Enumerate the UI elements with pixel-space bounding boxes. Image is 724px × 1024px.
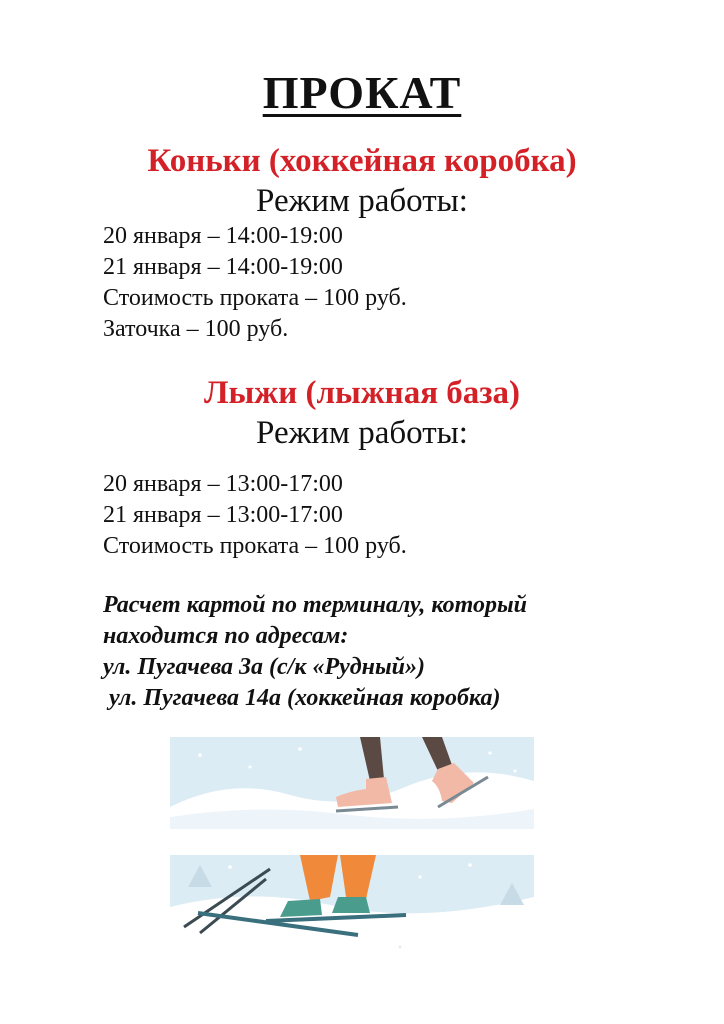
winter-sports-illustration [170,737,534,977]
skates-info-line: Заточка – 100 руб. [103,316,289,342]
skates-heading: Коньки (хоккейная коробка) [147,143,577,179]
payment-line: Расчет картой по терминалу, который [103,592,527,618]
skis-info-list [103,469,407,562]
payment-note [103,590,663,714]
skates-hours-label: Режим работы: [256,183,468,219]
skates-info-list [103,221,407,345]
skis-info-line: Стоимость проката – 100 руб. [103,533,407,559]
skis-hours-label: Режим работы: [256,415,468,451]
payment-address: ул. Пугачева 3а (с/к «Рудный») [103,654,425,680]
page-title: ПРОКАТ [262,67,462,118]
skates-info-line: 21 января – 14:00-19:00 [103,254,343,280]
skis-info-line: 20 января – 13:00-17:00 [103,471,343,497]
skates-info-line: Стоимость проката – 100 руб. [103,285,407,311]
skis-heading: Лыжи (лыжная база) [203,375,521,411]
skiing-panel [170,855,534,977]
skating-panel [170,737,534,829]
skates-info-line: 20 января – 14:00-19:00 [103,223,343,249]
payment-address: ул. Пугачева 14а (хоккейная коробка) [109,685,501,711]
payment-line: находится по адресам: [103,623,349,649]
skis-info-line: 21 января – 13:00-17:00 [103,502,343,528]
